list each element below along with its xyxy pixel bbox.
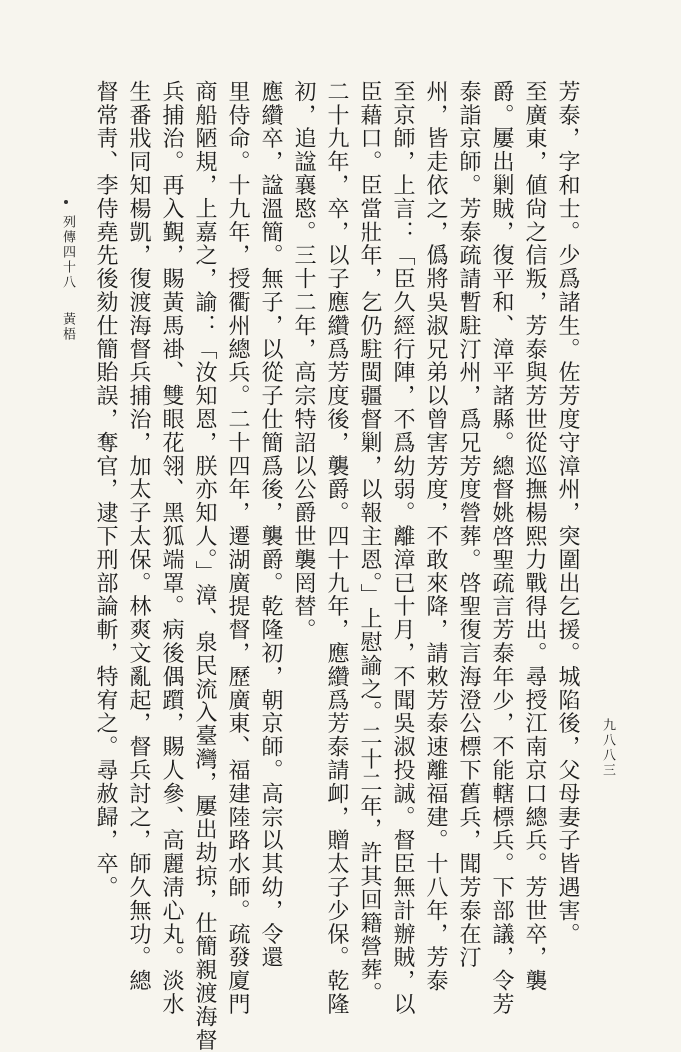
text-column-15: 督常靑、李侍堯先後劾仕簡貽誤，奪官，逮下刑部論斬，特宥之。尋赦歸，卒。 — [93, 80, 118, 899]
text-column-7: 臣藉口。臣當壯年，乞仍駐閩疆督剿，以報主恩。」上慰諭之。二十二年，許其回籍營葬。 — [357, 80, 382, 1005]
text-column-1: 芳泰，字和士。少爲諸生。佐芳度守漳州，突圍出乞援。城陷後，父母妻子皆遇害。 — [555, 80, 580, 946]
text-column-4: 泰詣京師。芳泰疏請暫駐汀州，爲兄芳度營葬。啓聖復言海澄公標下舊兵，聞芳泰在汀 — [456, 80, 481, 970]
text-column-2: 至廣東，値尙之信叛，芳泰與芳世從巡撫楊熙力戰得出。尋授江南京口總兵。芳世卒，襲 — [522, 80, 547, 993]
header-name: 黃梧 — [60, 312, 75, 342]
header-section: 列傳四十八 — [60, 215, 75, 290]
binding-mark — [64, 200, 68, 204]
text-column-14: 生番戕同知楊凱，復渡海督兵捕治，加太子太保。林爽文亂起，督兵討之，師久無功。總 — [126, 80, 151, 993]
text-column-8: 二十九年，卒，以子應纘爲芳度後，襲爵。四十九年，應纘爲芳泰請卹，贈太子少保。乾隆 — [324, 80, 349, 1016]
text-column-6: 至京師，上言：「臣久經行陣，不爲幼弱。離漳已十月，不聞吳淑投誠。督臣無計辦賊，以 — [390, 80, 415, 1016]
text-column-11: 里侍命。十九年，授衢州總兵。二十四年，遷湖廣提督，歷廣東、福建陸路水師。疏發廈門 — [225, 80, 250, 1016]
page-number: 九八八三 — [600, 718, 615, 778]
text-column-5: 州，皆走依之，僞將吳淑兄弟以曾害芳度，不敢來降，請敕芳泰速離福建。十八年，芳泰 — [423, 80, 448, 993]
text-column-13: 兵捕治。再入覲，賜黃馬褂、雙眼花翎、黑狐端罩。病後偶躓，賜人參、高麗淸心丸。淡水 — [159, 80, 184, 1016]
text-column-10: 應纘卒，諡溫簡。無子，以從子仕簡爲後，襲爵。乾隆初，朝京師。高宗以其幼，令還 — [258, 80, 283, 970]
text-column-3: 爵。屢出剿賊，復平和、漳平諸縣。總督姚啓聖疏言芳泰年少，不能轄標兵。下部議，令芳 — [489, 80, 514, 1016]
text-column-9: 初，追諡襄愍。三十二年，高宗特詔以公爵世襲罔替。 — [291, 80, 316, 642]
text-column-12: 商船陋規，上嘉之，諭：「汝知恩，朕亦知人。」漳、泉民流入臺灣，屢出劫掠，仕簡親渡海督 — [192, 80, 217, 1052]
